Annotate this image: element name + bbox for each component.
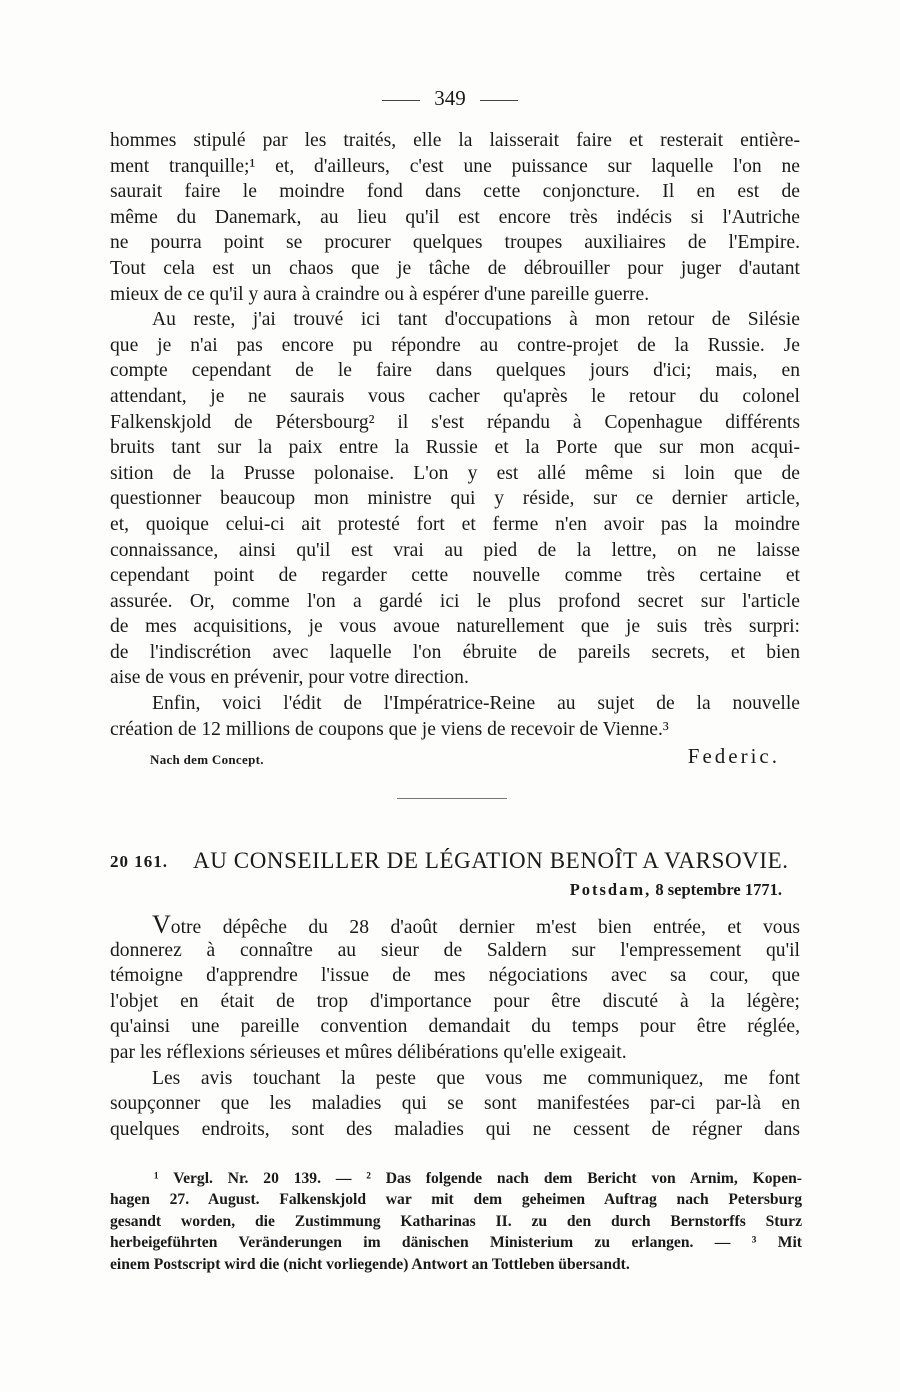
- footnote-line: gesandt worden, die Zustimmung Katharinas II. zu den durch Bernstorffs Sturz: [110, 1212, 802, 1230]
- place-date-line: [570, 880, 782, 900]
- text-line: sition de la Prusse polonaise. L'on y est allé même si loin que de: [110, 462, 800, 484]
- text-line: quelques endroits, sont des maladies qui ne cessent de régner dans: [110, 1118, 800, 1140]
- text-line: mieux de ce qu'il y aura à craindre ou à espérer d'une pareille guerre.: [110, 283, 650, 305]
- footnote-line: herbeigeführten Veränderungen im dänischen Ministerium zu erlangen. — ³ Mit: [110, 1234, 802, 1252]
- text-line: ne pourra point se procurer quelques troupes auxiliaires de l'Empire.: [110, 232, 800, 254]
- text-line: soupçonner que les maladies qui se sont manifestées par-ci par-là en: [110, 1093, 800, 1115]
- text-line-rest: otre dépêche du 28 d'août dernier m'est bien entrée, et vous: [170, 917, 800, 938]
- letter-text: [110, 912, 800, 1142]
- page-number-right-dash: [480, 100, 518, 101]
- section-divider: [397, 798, 507, 799]
- text-line: et, quoique celui-ci ait protesté fort et ferme n'en avoir pas la moindre: [110, 513, 800, 535]
- text-line: Falkenskjold de Pétersbourg² il s'est répandu à Copenhague différents: [110, 411, 800, 433]
- text-line: ment tranquille;¹ et, d'ailleurs, c'est une puissance sur laquelle l'on ne: [110, 155, 800, 177]
- letter-number: 20 161.: [110, 852, 168, 871]
- date: 8 septembre 1771.: [655, 880, 782, 899]
- text-line: aise de vous en prévenir, pour votre direction.: [110, 667, 469, 689]
- text-line: Tout cela est un chaos que je tâche de débrouiller pour juger d'autant: [110, 257, 800, 279]
- text-line: assurée. Or, comme l'on a gardé ici le plus profond secret sur l'article: [110, 590, 800, 612]
- text-line: donnerez à connaître au sieur de Saldern sur l'empressement qu'il: [110, 939, 800, 961]
- text-line: hommes stipulé par les traités, elle la laisserait faire et resterait entière-: [110, 130, 800, 151]
- text-line: cependant point de regarder cette nouvelle comme très certaine et: [110, 565, 800, 587]
- page-number: [0, 86, 900, 111]
- place: Potsdam,: [569, 880, 652, 899]
- text-line: que je n'ai pas encore pu répondre au contre-projet de la Russie. Je: [110, 334, 800, 356]
- initial-letter: V: [152, 910, 171, 939]
- text-line: connaissance, ainsi qu'il est vrai au pied de la lettre, on ne laisse: [110, 539, 800, 561]
- text-line: même du Danemark, au lieu qu'il est encore très indécis si l'Autriche: [110, 206, 800, 228]
- page-number-left-dash: [382, 100, 420, 101]
- footnote-line: ¹ Vergl. Nr. 20 139. — ² Das folgende nach dem Bericht von Arnim, Kopen-: [154, 1170, 802, 1187]
- footnotes: [110, 1168, 802, 1275]
- footnote-line: einem Postscript wird die (nicht vorliegende) Antwort an Tottleben übersandt.: [110, 1255, 630, 1273]
- letter-heading: AU CONSEILLER DE LÉGATION BENOÎT A VARSOVIE.: [193, 848, 789, 873]
- text-line: l'objet en était de trop d'importance pour être discuté à la légère;: [110, 990, 800, 1012]
- text-line: saurait faire le moindre fond dans cette conjoncture. Il en est de: [110, 181, 800, 203]
- text-line: Les avis touchant la peste que vous me communiquez, me font: [152, 1067, 800, 1089]
- text-line: témoigne d'apprendre l'issue de mes négociations avec sa cour, que: [110, 965, 800, 987]
- text-line: Au reste, j'ai trouvé ici tant d'occupations à mon retour de Silésie: [152, 309, 800, 331]
- text-line: création de 12 millions de coupons que je viens de recevoir de Vienne.³: [110, 718, 669, 740]
- text-line: par les réflexions sérieuses et mûres délibérations qu'elle exigeait.: [110, 1041, 627, 1063]
- text-line: compte cependant de le faire dans quelques jours d'ici; mais, en: [110, 360, 800, 382]
- letter-continuation-text: [110, 128, 800, 742]
- text-line: Enfin, voici l'édit de l'Impératrice-Reine au sujet de la nouvelle: [152, 693, 800, 715]
- closing-row: [150, 744, 780, 772]
- page-number-text: 349: [434, 86, 466, 110]
- text-line: [110, 912, 800, 938]
- text-line: de l'indiscrétion avec laquelle l'on ébruite de pareils secrets, et bien: [110, 641, 800, 663]
- text-line: de mes acquisitions, je vous avoue naturellement que je suis très surpri:: [110, 616, 800, 638]
- footnote-line: hagen 27. August. Falkenskjold war mit dem geheimen Auftrag nach Petersburg: [110, 1191, 802, 1209]
- text-line: bruits tant sur la paix entre la Russie et la Porte que sur mon acqui-: [110, 437, 800, 459]
- text-line: attendant, je ne saurais vous cacher qu'après le retour du colonel: [110, 385, 800, 407]
- signature: Federic.: [687, 744, 780, 768]
- letter-heading-row: [110, 848, 800, 880]
- text-line: qu'ainsi une pareille convention demandait du temps pour être réglée,: [110, 1016, 800, 1038]
- text-line: questionner beaucoup mon ministre qui y réside, sur ce dernier article,: [110, 488, 800, 510]
- source-note: Nach dem Concept.: [150, 752, 264, 767]
